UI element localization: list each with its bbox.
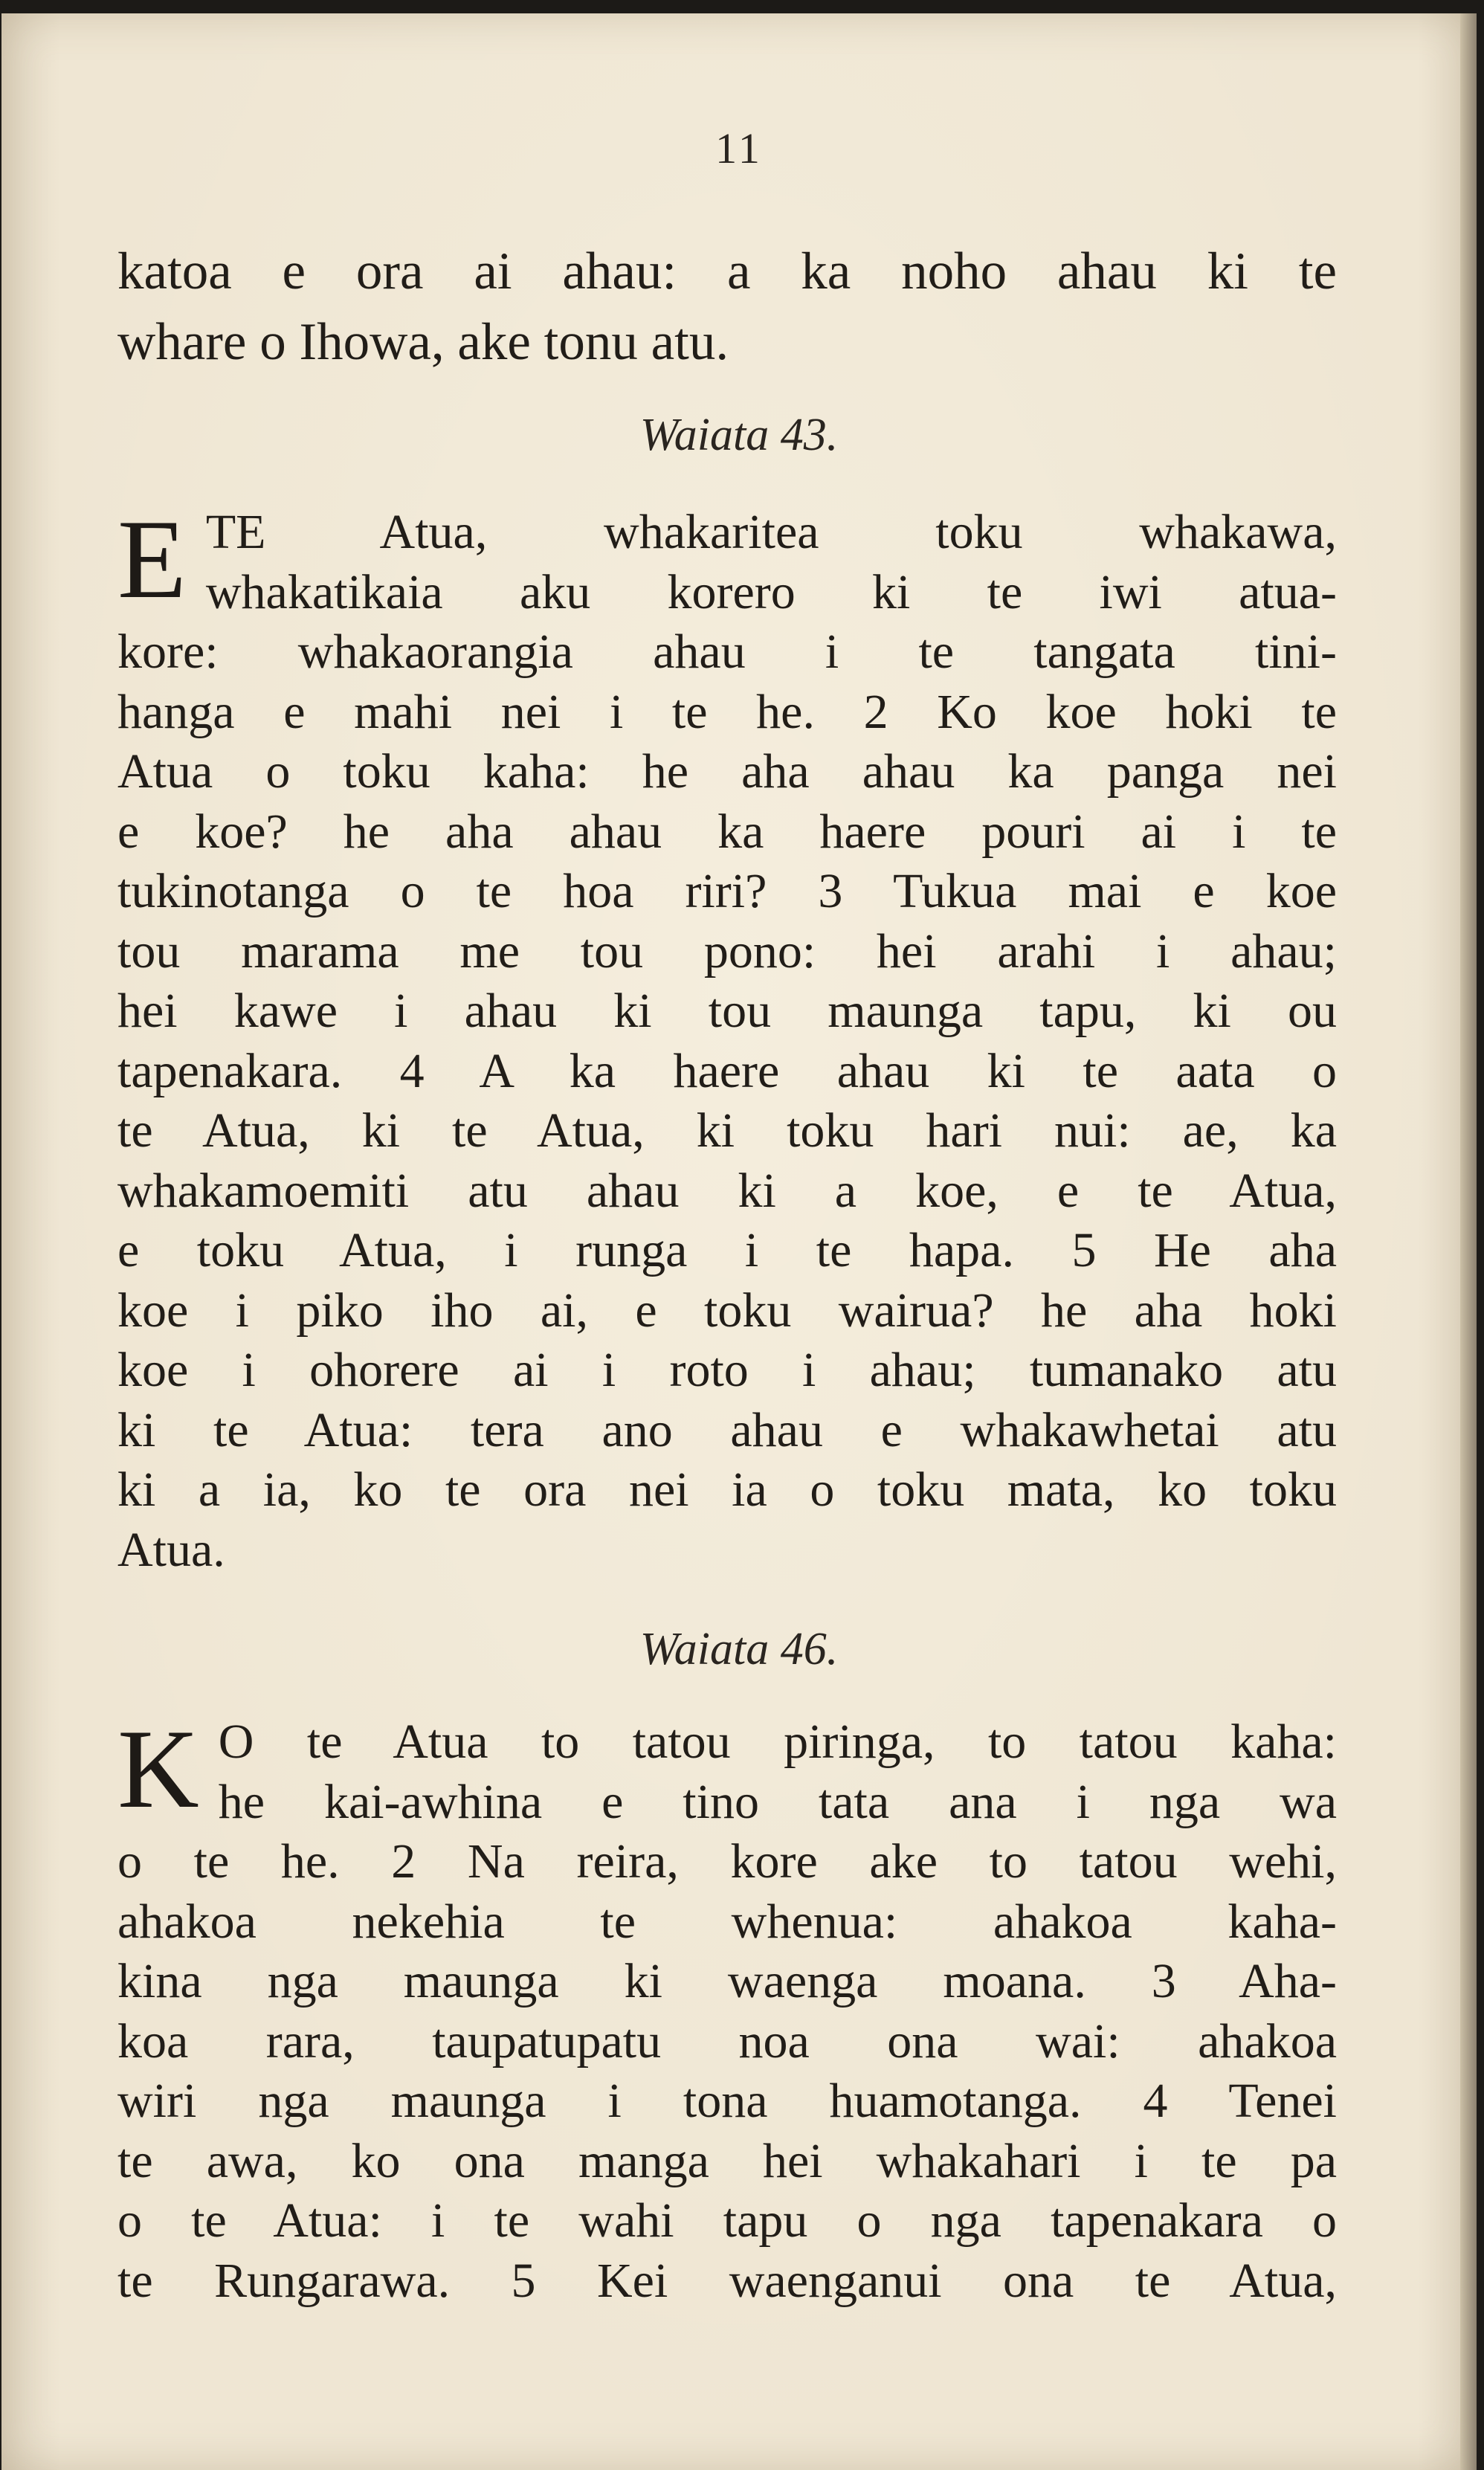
text-line: ki te Atua: tera ano ahau e whakawhetai atu (117, 1402, 1337, 1457)
text-line: te awa, ko ona manga hei whakahari i te pa (117, 2133, 1337, 2188)
text-line: hei kawe i ahau ki tou maunga tapu, ki ou (117, 984, 1337, 1038)
psalm-text (117, 497, 1337, 1580)
text-line: O te Atua to tatou piringa, to tatou kaha: (218, 1715, 1337, 1769)
page-number: 11 (715, 124, 763, 172)
psalm-heading: Waiata 43. (639, 410, 839, 460)
psalm-heading: Waiata 46. (639, 1624, 839, 1674)
text-line: whakamoemiti atu ahau ki a koe, e te Atua, (117, 1163, 1337, 1218)
book-page (1, 13, 1477, 2470)
text-line: o te Atua: i te wahi tapu o nga tapenakara o (117, 2193, 1337, 2248)
text-line: katoa e ora ai ahau: a ka noho ahau ki te (117, 242, 1337, 300)
text-line: tapenakara. 4 A ka haere ahau ki te aata o (117, 1043, 1337, 1098)
text-line: ahakoa nekehia te whenua: ahakoa kaha- (117, 1894, 1337, 1949)
text-line: te Atua, ki te Atua, ki toku hari nui: ae, ka (117, 1103, 1337, 1158)
text-line: o te he. 2 Na reira, kore ake to tatou wehi, (117, 1834, 1337, 1889)
text-line: whakatikaia aku korero ki te iwi atua- (205, 564, 1337, 619)
text-line: tou marama me tou pono: hei arahi i ahau; (117, 923, 1337, 978)
page-spine-edge (1460, 13, 1477, 2470)
text-line: koa rara, taupatupatu noa ona wai: ahakoa (117, 2013, 1337, 2068)
text-line: koe i piko iho ai, e toku wairua? he aha hoki (117, 1283, 1337, 1338)
text-line: te Rungarawa. 5 Kei waenganui ona te Atua, (117, 2253, 1337, 2308)
text-line: tukinotanga o te hoa riri? 3 Tukua mai e koe (117, 864, 1337, 918)
text-line: Atua. (117, 1522, 225, 1577)
text-line: TE Atua, whakaritea toku whakawa, (205, 505, 1337, 559)
drop-capital: K (117, 1706, 199, 1831)
text-line: e toku Atua, i runga i te hapa. 5 He aha (117, 1223, 1337, 1277)
text-line: kina nga maunga ki waenga moana. 3 Aha- (117, 1954, 1337, 2008)
text-line: whare o Ihowa, ake tonu atu. (117, 313, 729, 371)
drop-capital: E (117, 497, 187, 622)
text-line: wiri nga maunga i tona huamotanga. 4 Tenei (117, 2074, 1337, 2128)
psalm-text (117, 1706, 1337, 2311)
text-line: he kai-awhina e tino tata ana i nga wa (218, 1774, 1337, 1829)
text-line: e koe? he aha ahau ka haere pouri ai i te (117, 804, 1337, 859)
continued-text (117, 236, 1337, 378)
text-line: kore: whakaorangia ahau i te tangata tini- (117, 625, 1337, 679)
text-line: hanga e mahi nei i te he. 2 Ko koe hoki te (117, 684, 1337, 739)
text-line: koe i ohorere ai i roto i ahau; tumanako atu (117, 1343, 1337, 1397)
text-line: ki a ia, ko te ora nei ia o toku mata, ko toku (117, 1463, 1337, 1517)
text-line: Atua o toku kaha: he aha ahau ka panga nei (117, 744, 1337, 799)
